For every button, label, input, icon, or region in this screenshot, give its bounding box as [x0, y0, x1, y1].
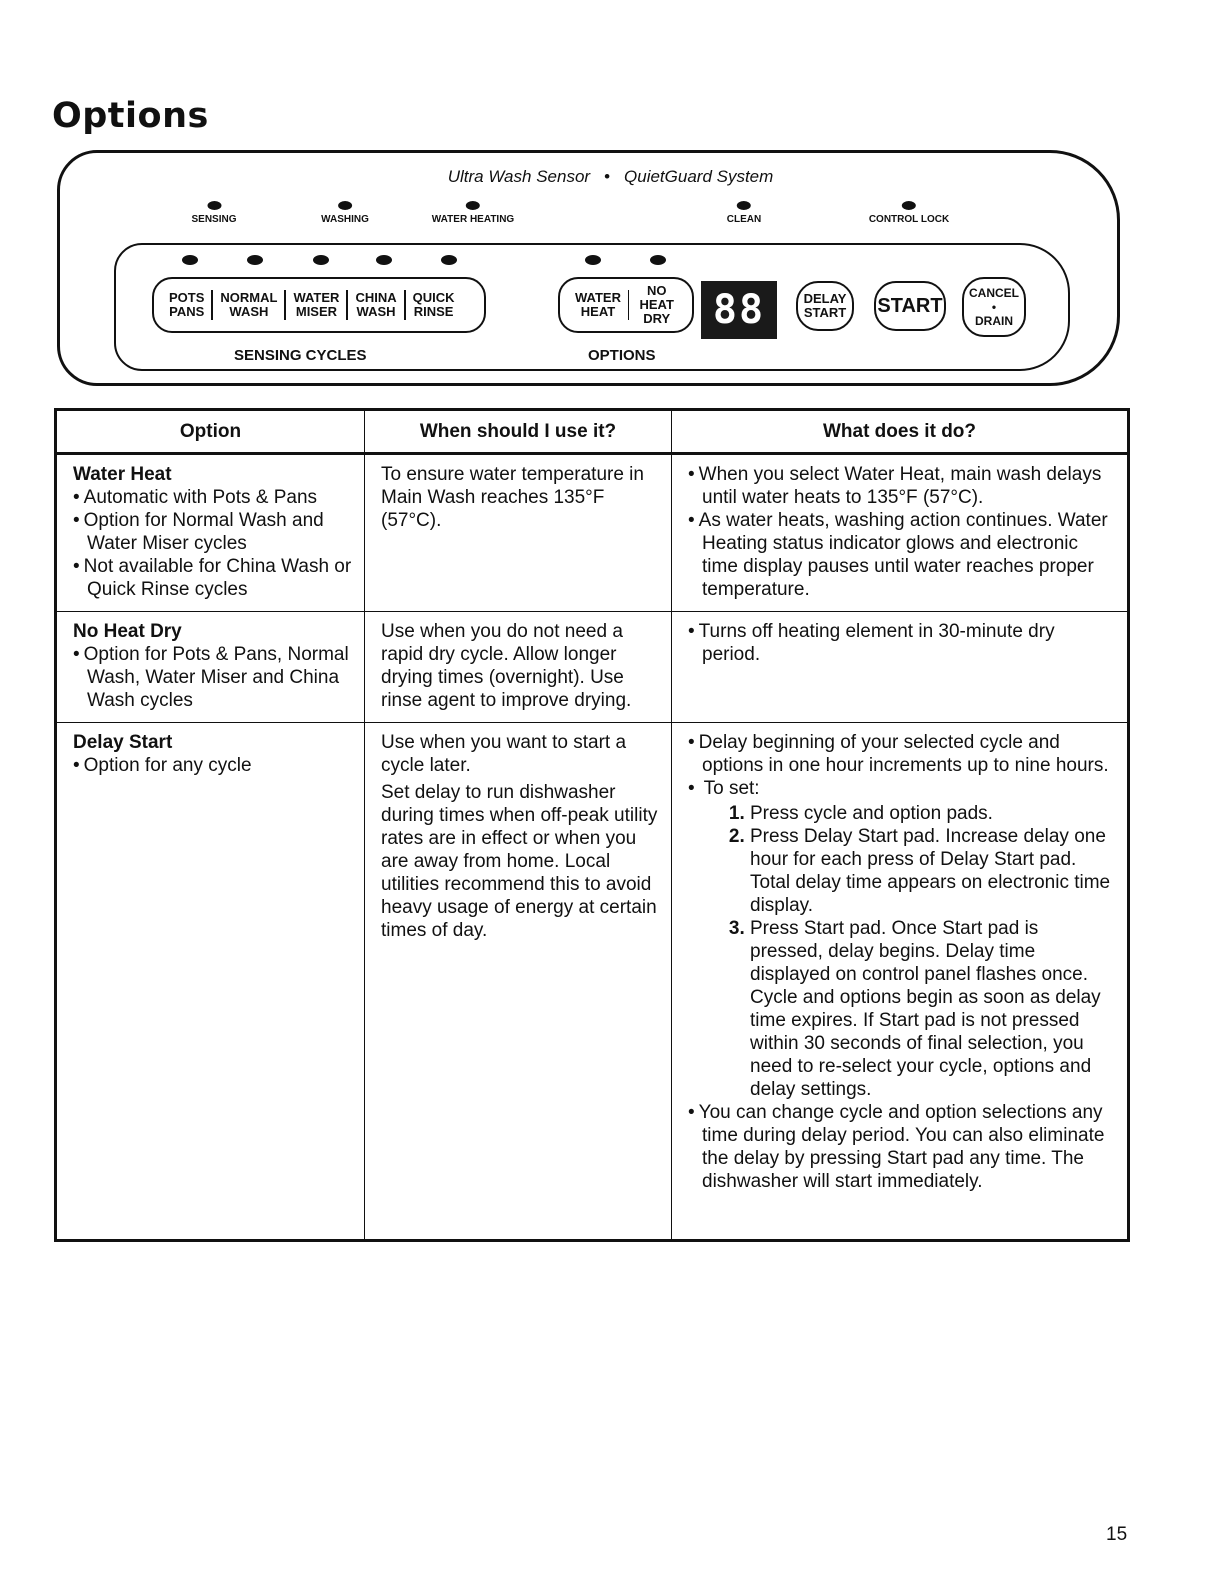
when-text: Use when you do not need a rapid dry cycle. Allow longer drying times (overnight). Use rinse agent to improve drying.: [365, 612, 672, 723]
indicator-light-icon: [466, 201, 480, 210]
list-item: • To set: 1. Press cycle and option pads. 2. Press Delay Start pad. Increase delay one hour for each press of Delay Start pad. Total delay time appears on electronic time display. 3. Press Start pad. Once Start pad is pressed, delay begins. Delay time displayed on control panel flashes once. Cycle and options begin as soon as delay time expires. If Start pad is not pressed within 30 seconds of final selection, you need to re-select your cycle, options and delay settings.: [688, 777, 1115, 1101]
option-light-icon: [585, 255, 601, 265]
options-table: [54, 408, 1130, 1242]
brand-left: Ultra Wash Sensor: [447, 167, 591, 186]
when-text: Use when you want to start a cycle later.: [381, 732, 627, 776]
time-display: 88: [701, 281, 777, 339]
when-text: To ensure water temperature in Main Wash reaches 135°F (57°C).: [365, 454, 672, 612]
normal-wash-button[interactable]: NORMAL WASH: [220, 290, 278, 319]
table-row-delay-start: [56, 723, 1129, 1241]
step-item: 2. Press Delay Start pad. Increase delay one hour for each press of Delay Start pad. Total delay time appears on electronic time display.: [750, 825, 1115, 917]
step-item: 3. Press Start pad. Once Start pad is pressed, delay begins. Delay time displayed on control panel flashes once. Cycle and options begin as soon as delay time expires. If Start pad is not pressed within 30 seconds of final selection, you need to re-select your cycle, options and delay settings.: [750, 917, 1115, 1101]
option-name: Delay Start: [73, 732, 173, 753]
options-label: OPTIONS: [588, 347, 656, 364]
list-item: • As water heats, washing action continues. Water Heating status indicator glows and electronic time display pauses until water reaches proper temperature.: [688, 509, 1115, 601]
indicator-light-icon: [737, 201, 751, 210]
sensing-cycles-label: SENSING CYCLES: [234, 347, 367, 364]
option-name: Water Heat: [73, 464, 172, 485]
list-item: • Option for Pots & Pans, Normal Wash, Water Miser and China Wash cycles: [73, 643, 352, 712]
cycle-light-icon: [376, 255, 392, 265]
header-when: When should I use it?: [365, 410, 672, 454]
control-panel-diagram: [57, 150, 1120, 386]
cycle-light-icon: [441, 255, 457, 265]
pots-pans-button[interactable]: POTS PANS: [169, 290, 205, 319]
cancel-drain-button[interactable]: CANCEL • DRAIN: [962, 277, 1026, 337]
table-row-no-heat-dry: [56, 612, 1129, 723]
brand-right: QuietGuard System: [624, 167, 774, 186]
indicator-light-icon: [207, 201, 221, 210]
china-wash-button[interactable]: CHINA WASH: [355, 290, 397, 319]
cycle-light-icon: [247, 255, 263, 265]
quick-rinse-button[interactable]: QUICK RINSE: [412, 290, 455, 319]
brand-bullet: •: [604, 167, 611, 186]
option-name: No Heat Dry: [73, 621, 182, 642]
list-item: • Not available for China Wash or Quick Rinse cycles: [73, 555, 352, 601]
page-number: 15: [1106, 1524, 1128, 1545]
list-item: • You can change cycle and option selections any time during delay period. You can also eliminate the delay by pressing Start pad any time. The dishwasher will start immediately.: [688, 1101, 1115, 1193]
when-text: Set delay to run dishwasher during times when off-peak utility rates are in effect or when you are away from home. Local utilities recommend this to avoid heavy usage of energy at certain times of day.: [381, 782, 658, 941]
start-button[interactable]: START: [874, 281, 946, 331]
header-option: Option: [56, 410, 365, 454]
indicator-water-heating: WATER HEATING: [432, 201, 514, 225]
water-miser-button[interactable]: WATER MISER: [293, 290, 340, 319]
list-item: • When you select Water Heat, main wash delays until water heats to 135°F (57°C).: [688, 463, 1115, 509]
indicator-light-icon: [902, 201, 916, 210]
indicator-control-lock: CONTROL LOCK: [869, 201, 949, 225]
steps-list: [702, 802, 1115, 1101]
no-heat-dry-button[interactable]: NO HEAT DRY: [639, 283, 674, 326]
indicator-light-icon: [338, 201, 352, 210]
cycle-light-icon: [313, 255, 329, 265]
list-item: • Turns off heating element in 30-minute dry period.: [688, 620, 1115, 666]
brand-line: [60, 167, 1117, 187]
delay-start-button[interactable]: DELAY START: [796, 281, 854, 331]
water-heat-button[interactable]: WATER HEAT: [575, 290, 621, 319]
indicator-washing: WASHING: [321, 201, 369, 225]
control-pad-area: [114, 243, 1070, 371]
list-item: • Option for Normal Wash and Water Miser cycles: [73, 509, 352, 555]
step-item: 1. Press cycle and option pads.: [750, 802, 1115, 825]
list-item: • Delay beginning of your selected cycle and options in one hour increments up to nine hours.: [688, 731, 1115, 777]
sensing-cycles-group: [152, 277, 486, 333]
header-what: What does it do?: [672, 410, 1129, 454]
options-group: [558, 277, 694, 333]
cycle-light-icon: [182, 255, 198, 265]
table-row-water-heat: [56, 454, 1129, 612]
indicator-clean: CLEAN: [727, 201, 761, 225]
indicator-sensing: SENSING: [191, 201, 236, 225]
list-item: • Automatic with Pots & Pans: [73, 486, 352, 509]
list-item: • Option for any cycle: [73, 754, 352, 777]
page-title: Options: [52, 96, 209, 136]
option-light-icon: [650, 255, 666, 265]
